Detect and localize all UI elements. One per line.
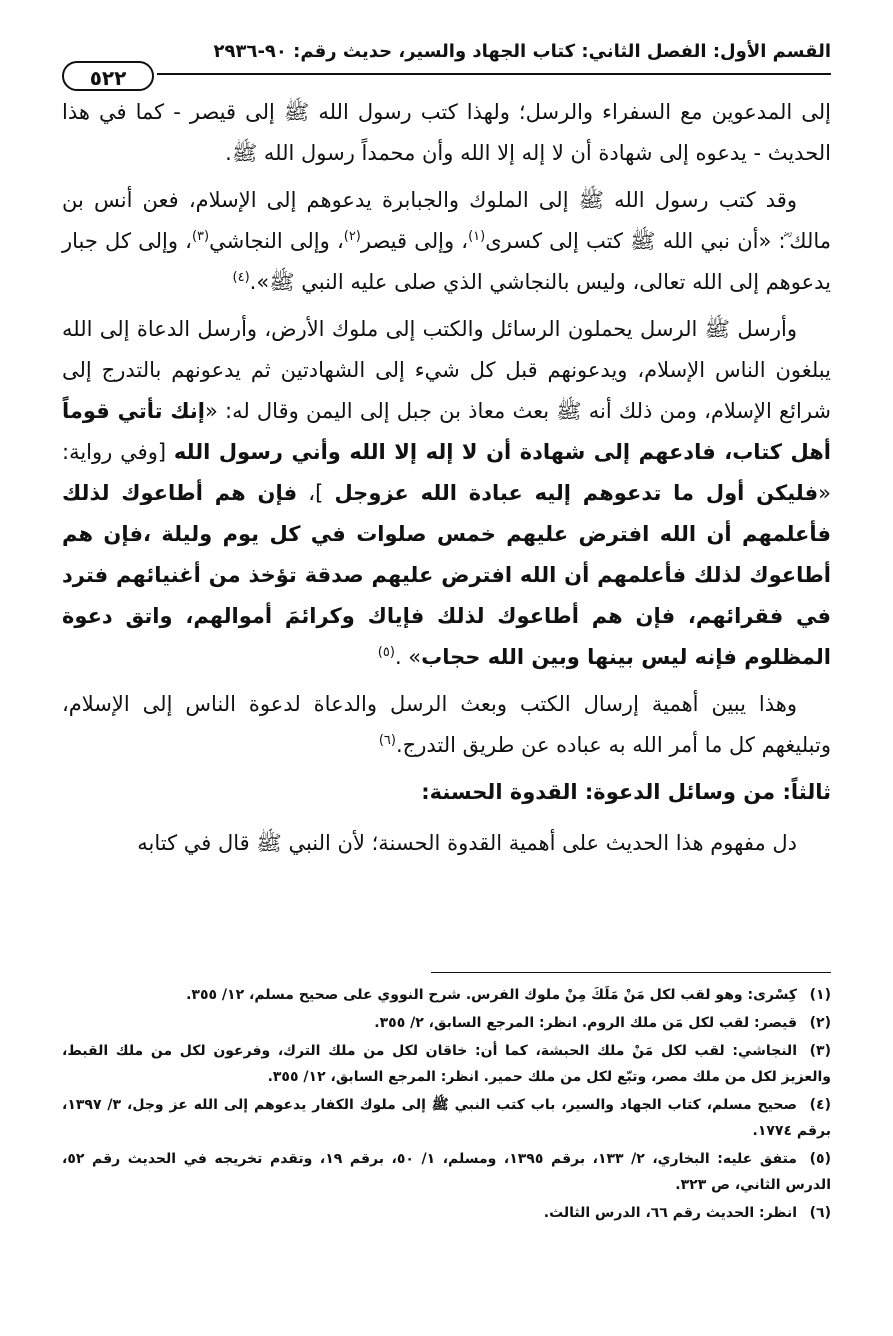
header-rule [157, 73, 831, 75]
footnote-text: صحيح مسلم، كتاب الجهاد والسير، باب كتب النبي ﷺ إلى ملوك الكفار يدعوهم إلى الله عز وجل، ٣/ ١٣٩٧، برقم ١٧٧٤. [62, 1097, 831, 1139]
footnote-number: (٤) [809, 1097, 831, 1113]
footnote-text: انظر: الحديث رقم ٦٦، الدرس الثالث. [543, 1205, 797, 1221]
footnote-number: (٦) [809, 1205, 831, 1221]
running-header [62, 38, 831, 90]
footnote-text: كِسْرى: وهو لقب لكل مَنْ مَلَكَ مِنْ ملوك الفرس. شرح النووي على صحيح مسلم، ١٢/ ٣٥٥. [186, 987, 797, 1003]
footnote-number: (٣) [809, 1043, 831, 1059]
footnote-separator [431, 972, 831, 973]
paragraph-3-part-e: ]، [297, 481, 335, 505]
paragraph-2-part-b: ، وإلى قيصر [360, 229, 469, 253]
paragraph-2-part-d: ، وإلى كل جبار يدعوهم إلى الله تعالى، وليس بالنجاشي الذي صلى عليه النبي ﷺ». [62, 229, 831, 294]
footnote-1 [62, 982, 831, 1008]
footnote-ref-6[interactable]: (٦) [378, 733, 396, 748]
page-body [62, 92, 831, 870]
paragraph-4 [62, 684, 831, 766]
paragraph-3-part-g: » . [394, 645, 422, 669]
footnote-4 [62, 1092, 831, 1144]
hadith-quote-3: فإن هم أطاعوك لذلك فأعلمهم أن الله افترض عليهم خمس صلوات في كل يوم وليلة ،فإن هم أطاعوك لذلك فأعلمهم أن الله افترض عليهم صدقة تؤخذ من أغنيائهم فترد في فقرائهم، فإن هم أطاعوك لذلك فإياك وكرائمَ أموالهم، واتق دعوة المظلوم فإنه ليس بينها وبين الله حجاب [62, 481, 831, 669]
paragraph-4-text: وهذا يبين أهمية إرسال الكتب وبعث الرسل والدعاة لدعوة الناس إلى الإسلام، وتبليغهم كل ما أمر الله به عباده عن طريق التدرج. [62, 692, 831, 757]
footnote-ref-1[interactable]: (١) [468, 229, 486, 244]
footnote-text: متفق عليه: البخاري، ٢/ ١٣٣، برقم ١٣٩٥، ومسلم، ١/ ٥٠، برقم ١٩، وتقدم تخريجه في الحديث رقم ٥٢، الدرس الثاني، ص ٣٢٣. [62, 1151, 831, 1193]
section-heading: ثالثاً: من وسائل الدعوة: القدوة الحسنة: [421, 780, 831, 804]
running-title: القسم الأول: الفصل الثاني: كتاب الجهاد والسير، حديث رقم: ٩٠-٢٩٣٦ [213, 41, 831, 62]
hadith-quote-2: فليكن أول ما تدعوهم إليه عبادة الله عزوجل [334, 481, 819, 505]
paragraph-2 [62, 180, 831, 303]
footnote-text: النجاشي: لقب لكل مَنْ ملك الحبشة، كما أن: خاقان لكل من ملك الترك، وفرعون لكل من ملك القبط، والعزيز لكل من ملك مصر، وتبّع لكل من ملك حمير. انظر: المرجع السابق، ١٢/ ٣٥٥. [62, 1043, 831, 1085]
footnote-ref-4[interactable]: (٤) [232, 270, 250, 285]
footnote-text: قيصر: لقب لكل مَن ملك الروم. انظر: المرجع السابق، ٢/ ٣٥٥. [374, 1015, 797, 1031]
paragraph-1-text: إلى المدعوين مع السفراء والرسل؛ ولهذا كتب رسول الله ﷺ إلى قيصر - كما في هذا الحديث - يدعوه إلى شهادة أن لا إله إلا الله وأن محمداً رسول الله ﷺ. [62, 100, 831, 165]
paragraph-5-text: دل مفهوم هذا الحديث على أهمية القدوة الحسنة؛ لأن النبي ﷺ قال في كتابه [137, 831, 797, 855]
footnote-5 [62, 1146, 831, 1198]
page-number: ٥٢٢ [62, 61, 154, 91]
paragraph-2-part-c: ، وإلى النجاشي [209, 229, 344, 253]
paragraph-2-part-a: وقد كتب رسول الله ﷺ إلى الملوك والجبابرة يدعوهم إلى الإسلام، فعن أنس بن مالك ؓ: «أن نبي الله ﷺ كتب إلى كسرى [62, 188, 831, 253]
footnote-number: (٥) [809, 1151, 831, 1167]
footnote-ref-5[interactable]: (٥) [377, 645, 395, 660]
footnote-number: (٢) [809, 1015, 831, 1031]
footnote-ref-2[interactable]: (٢) [343, 229, 361, 244]
paragraph-5 [62, 823, 831, 864]
footnote-6 [62, 1200, 831, 1226]
paragraph-1 [62, 92, 831, 174]
paragraph-3-part-c: [وفي رواية: « [62, 440, 831, 505]
hadith-quote-1: إنك تأتي قوماً أهل كتاب، فادعهم إلى شهادة أن لا إله إلا الله وأني رسول الله [62, 399, 831, 464]
paragraph-3 [62, 309, 831, 678]
footnote-3 [62, 1038, 831, 1090]
footnote-ref-3[interactable]: (٣) [191, 229, 210, 244]
footnotes [62, 982, 831, 1228]
paragraph-3-part-a: وأرسل ﷺ الرسل يحملون الرسائل والكتب إلى ملوك الأرض، وأرسل الدعاة إلى الله يبلغون الناس الإسلام، ويدعونهم قبل كل شيء إلى الشهادتين ثم يدعونهم بالتدرج إلى شرائع الإسلام، ومن ذلك أنه ﷺ بعث معاذ بن جبل إلى اليمن وقال له: « [62, 317, 832, 423]
footnote-2 [62, 1010, 831, 1036]
footnote-number: (١) [809, 987, 831, 1003]
